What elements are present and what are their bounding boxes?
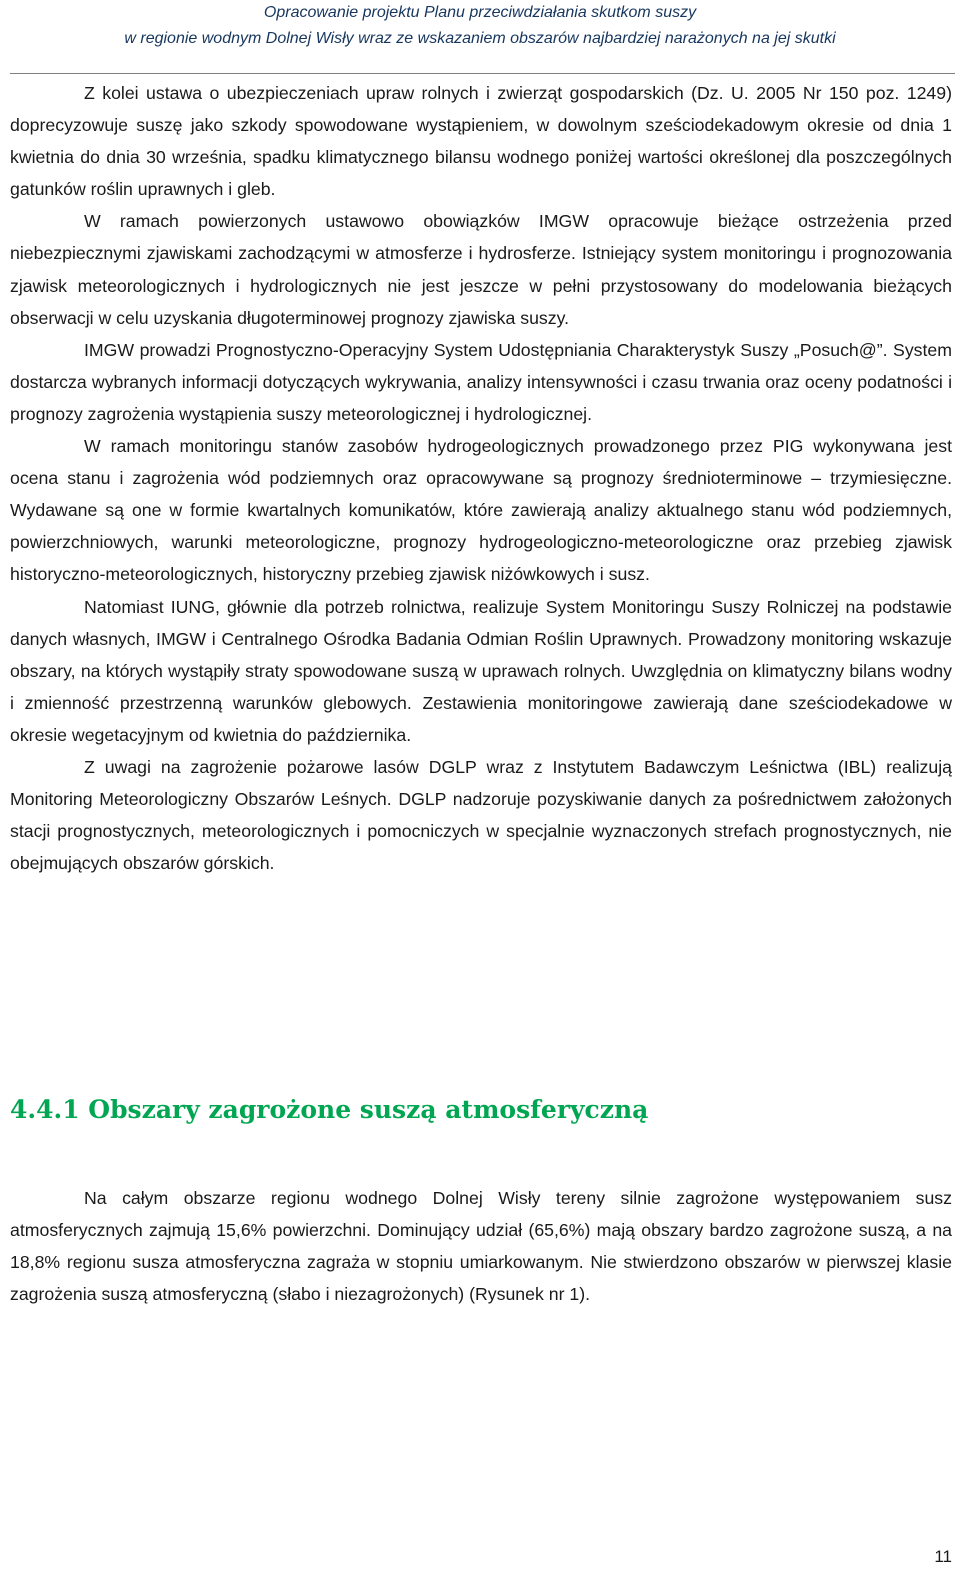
section-body [10, 1182, 952, 1310]
running-header-line-1: Opracowanie projektu Planu przeciwdziałania skutkom suszy [263, 4, 697, 21]
paragraph-pig-monitoring: W ramach monitoringu stanów zasobów hydrogeologicznych prowadzonego przez PIG wykonywana jest ocena stanu i zagrożenia wód podziemnych oraz opracowywane są prognozy średnioterminowe – trzymiesięczne. Wydawane są one w formie kwartalnych komunikatów, które zawierają analizy aktualnego stanu wód podziemnych, powierzchniowych, warunki meteorologiczne, prognozy hydrogeologiczno-meteorologiczne oraz przebieg zjawisk historyczno-meteorologicznych, historyczny przebieg zjawisk niżówkowych i susz. [10, 436, 952, 585]
running-header [0, 0, 960, 52]
header-divider [10, 73, 955, 74]
paragraph-imgw-warnings: W ramach powierzonych ustawowo obowiązków IMGW opracowuje bieżące ostrzeżenia przed niebezpiecznymi zjawiskami zachodzącymi w atmosferze i hydrosferze. Istniejący system monitoringu i prognozowania zjawisk meteorologicznych i hydrologicznych nie jest jeszcze w pełni przystosowany do modelowania bieżących obserwacji w celu uzyskania długoterminowej prognozy zjawiska suszy. [10, 211, 952, 328]
paragraph-dglp-monitoring: Z uwagi na zagrożenie pożarowe lasów DGLP wraz z Instytutem Badawczym Leśnictwa (IBL) realizują Monitoring Meteorologiczny Obszarów Leśnych. DGLP nadzoruje pozyskiwanie danych za pośrednictwem założonych stacji prognostycznych, meteorologicznych i pomocniczych w specjalnie wyznaczonych strefach prognostycznych, nie obejmujących obszarów górskich. [10, 756, 952, 874]
running-header-line-2: w regionie wodnym Dolnej Wisły wraz ze wskazaniem obszarów najbardziej narażonych na jej skutki [124, 30, 836, 47]
paragraph-atmospheric-drought-areas: Na całym obszarze regionu wodnego Dolnej Wisły tereny silnie zagrożone występowaniem susz atmosferycznych zajmują 15,6% powierzchni. Dominujący udział (65,6%) mają obszary bardzo zagrożone suszą, a na 18,8% regionu susza atmosferyczna zagraża w stopniu umiarkowanym. Nie stwierdzono obszarów w pierwszej klasie zagrożenia suszą atmosferyczną (słabo i niezagrożonych) (Rysunek nr 1). [10, 1188, 952, 1305]
paragraph-posucha-system: IMGW prowadzi Prognostyczno-Operacyjny System Udostępniania Charakterystyk Suszy „Posuch@”. System dostarcza wybranych informacji dotyczących wykrywania, analizy intensywności i czasu trwania oraz oceny podatności i prognozy zagrożenia wystąpienia suszy meteorologicznej i hydrologicznej. [10, 339, 952, 424]
paragraph-iung-monitoring: Natomiast IUNG, głównie dla potrzeb rolnictwa, realizuje System Monitoringu Suszy Rolniczej na podstawie danych własnych, IMGW i Centralnego Ośrodka Badania Odmian Roślin Uprawnych. Prowadzony monitoring wskazuje obszary, na których wystąpiły straty spowodowane suszą w uprawach rolnych. Uwzględnia on klimatyczny bilans wodny i zmienność przestrzenną warunków glebowych. Zestawienia monitoringowe zawierają dane sześciodekadowe w okresie wegetacyjnym od kwietnia do października. [10, 596, 952, 745]
body-text [10, 77, 952, 879]
section-heading: 4.4.1 Obszary zagrożone suszą atmosferyczną [10, 1095, 649, 1124]
page-number: 11 [934, 1547, 952, 1566]
paragraph-insurance-act: Z kolei ustawa o ubezpieczeniach upraw rolnych i zwierząt gospodarskich (Dz. U. 2005 Nr 150 poz. 1249) doprecyzowuje suszę jako szkody spowodowane wystąpieniem, w dowolnym sześciodekadowym okresie od dnia 1 kwietnia do dnia 30 września, spadku klimatycznego bilansu wodnego poniżej wartości określonej dla poszczególnych gatunków roślin uprawnych i gleb. [10, 83, 952, 200]
